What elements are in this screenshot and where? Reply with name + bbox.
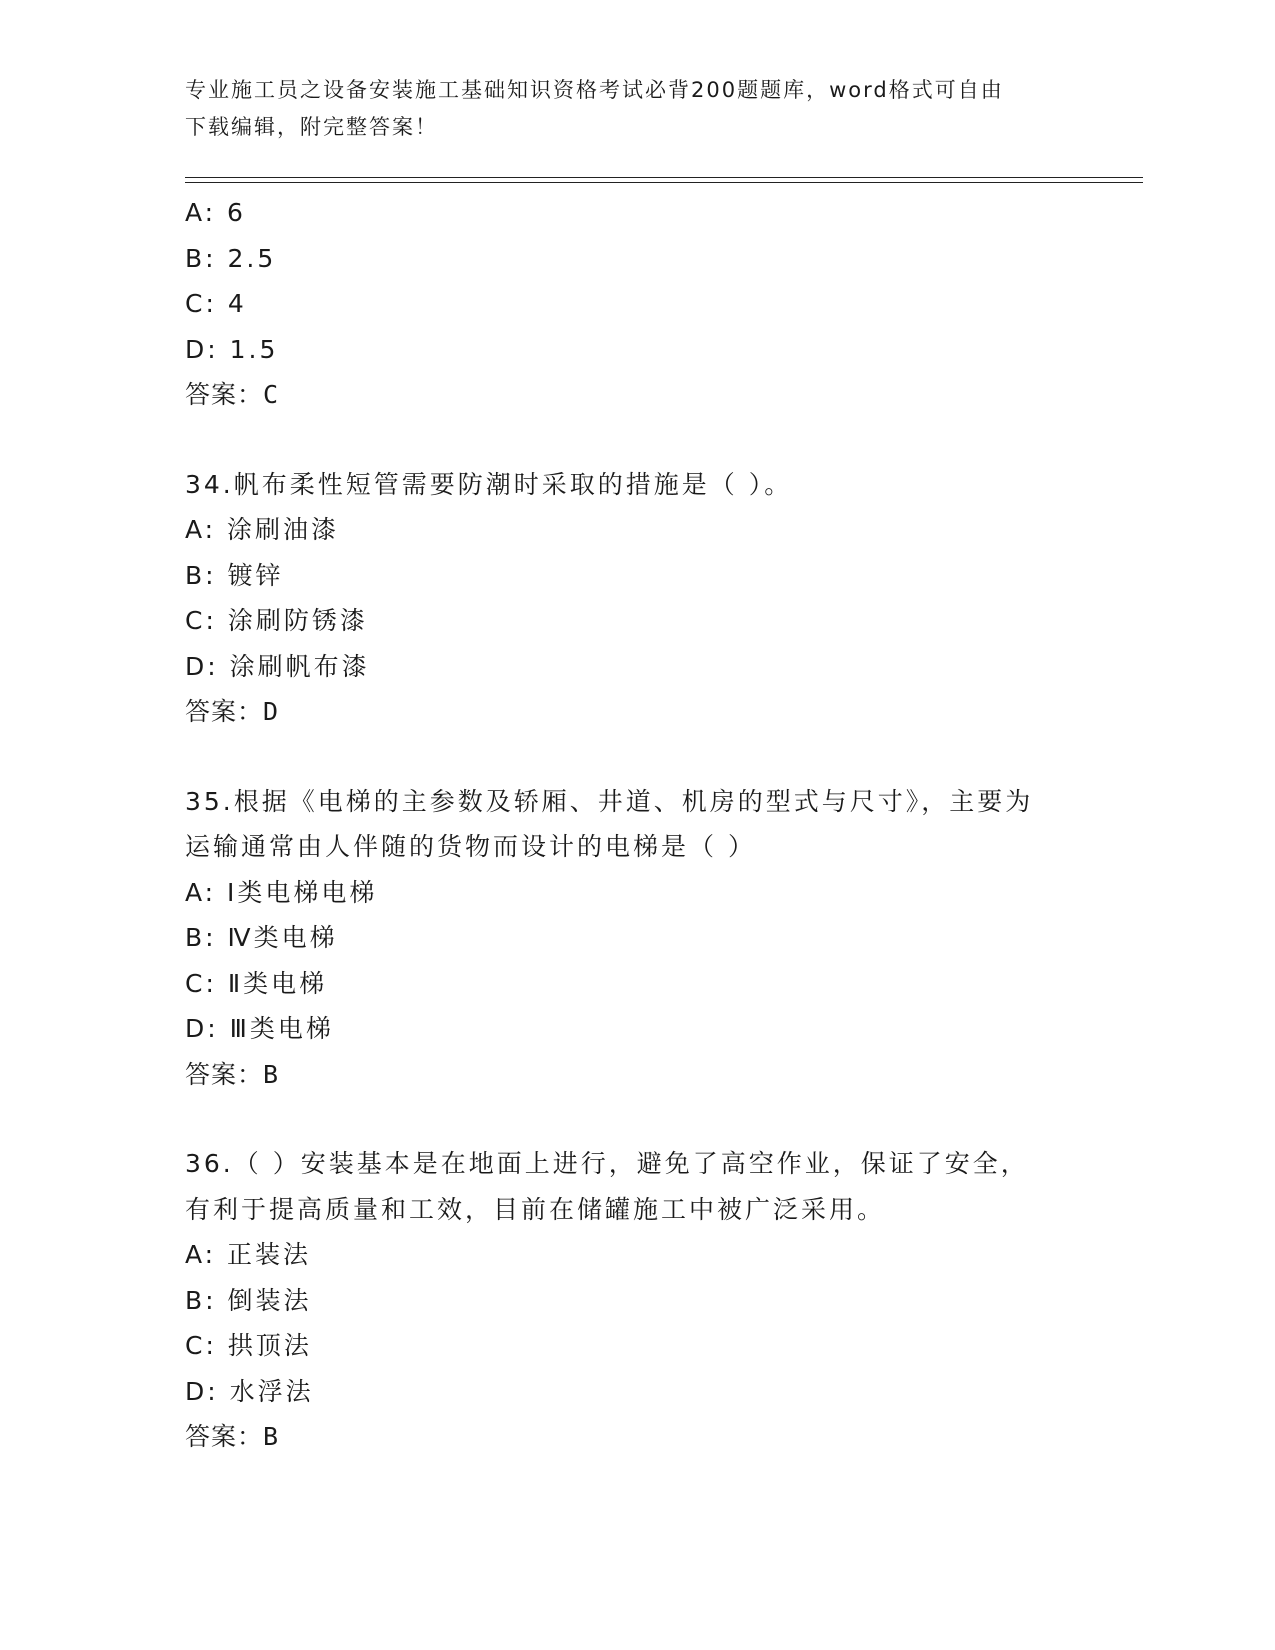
option-d: D: 水浮法	[185, 1376, 314, 1406]
option-a: A: 6	[185, 198, 246, 227]
option-a: A: Ⅰ类电梯电梯	[185, 877, 378, 907]
option-b: B: 2.5	[185, 243, 277, 273]
answer-line	[185, 372, 1085, 418]
answer-value: B	[263, 1422, 280, 1451]
header-divider-bottom	[185, 182, 1143, 183]
question-stem-line-2: 运输通常由人伴随的货物而设计的电梯是（ ）	[185, 832, 756, 861]
question-stem: 34.帆布柔性短管需要防潮时采取的措施是（ ）。	[185, 469, 793, 499]
option-c: C: 4	[185, 289, 247, 318]
option-b: B: 倒装法	[185, 1285, 312, 1315]
header-divider-top	[185, 177, 1143, 178]
answer-line	[185, 1052, 1085, 1098]
header-title-line-2: 下载编辑，附完整答案！	[185, 115, 438, 139]
option-a: A: 涂刷油漆	[185, 515, 340, 544]
question-36	[185, 1141, 1085, 1460]
option-a: A: 正装法	[185, 1240, 312, 1269]
option-d: D: 1.5	[185, 334, 279, 364]
option-c: C: Ⅱ类电梯	[185, 968, 328, 998]
answer-label: 答案：	[185, 1059, 264, 1089]
question-list	[185, 190, 1085, 1460]
option-c: C: 涂刷防锈漆	[185, 606, 368, 635]
header-title-line-1: 专业施工员之设备安装施工基础知识资格考试必背200题题库，word格式可自由	[185, 78, 1004, 102]
answer-line	[185, 1414, 1085, 1460]
option-b: B: Ⅳ类电梯	[185, 923, 338, 952]
question-33	[185, 190, 1085, 418]
answer-value: C	[263, 380, 280, 409]
question-stem-line-2: 有利于提高质量和工效，目前在储罐施工中被广泛采用。	[185, 1194, 886, 1224]
document-header	[185, 72, 1065, 146]
answer-value: D	[263, 697, 280, 726]
answer-label: 答案：	[185, 697, 264, 726]
option-d: D: 涂刷帆布漆	[185, 651, 370, 681]
option-d: D: Ⅲ类电梯	[185, 1014, 334, 1043]
question-stem-line-1: 36.（ ）安装基本是在地面上进行，避免了高空作业，保证了安全，	[185, 1149, 1029, 1178]
answer-label: 答案：	[185, 380, 264, 409]
option-b: B: 镀锌	[185, 560, 284, 590]
question-34	[185, 462, 1085, 735]
answer-line	[185, 689, 1085, 735]
option-c: C: 拱顶法	[185, 1331, 312, 1360]
question-35	[185, 779, 1085, 1098]
answer-value: B	[263, 1059, 280, 1089]
question-stem-line-1: 35.根据《电梯的主参数及轿厢、井道、机房的型式与尺寸》，主要为	[185, 786, 1034, 816]
answer-label: 答案：	[185, 1422, 264, 1451]
